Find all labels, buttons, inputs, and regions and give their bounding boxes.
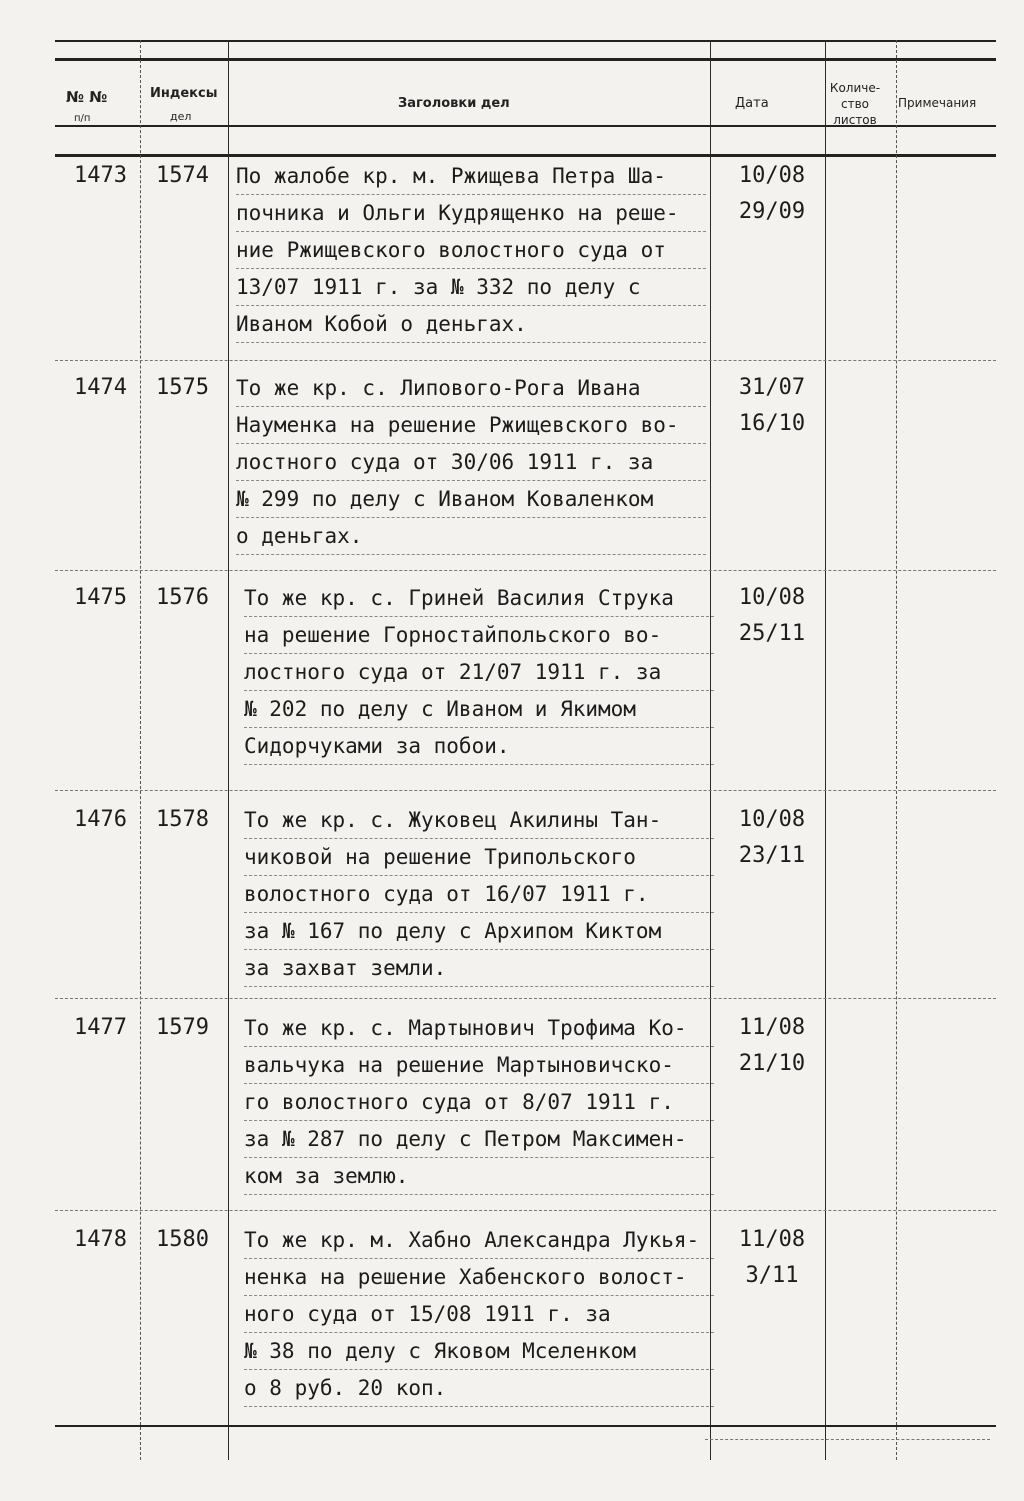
entry-index: 1579: [156, 1015, 209, 1040]
title-line: лостного суда от 30/06 1911 г. за: [236, 444, 706, 481]
entry-dates: [722, 580, 822, 652]
entry-dates: [722, 158, 822, 230]
title-line: лостного суда от 21/07 1911 г. за: [244, 654, 714, 691]
title-line: ненка на решение Хабенского волост-: [244, 1259, 714, 1296]
date-end: 23/11: [738, 843, 806, 868]
title-line: ние Ржищевского волостного суда от: [236, 232, 706, 269]
entry-index: 1580: [156, 1227, 209, 1252]
title-line: за № 287 по делу с Петром Максимен-: [244, 1121, 714, 1158]
header-col-date: Дата: [735, 96, 769, 111]
entry-number: 1476: [74, 807, 127, 832]
scan-artifact: [705, 1425, 990, 1440]
date-start: 11/08: [738, 1015, 806, 1040]
title-line: То же кр. с. Жуковец Акилины Тан-: [244, 802, 714, 839]
header-col-index-sub: дел: [170, 110, 192, 123]
header-top-rule: [55, 58, 996, 61]
date-end: 29/09: [738, 199, 806, 224]
column-rule-index: [228, 40, 229, 1460]
title-line: № 202 по делу с Иваном и Якимом: [244, 691, 714, 728]
column-rule-num: [140, 40, 141, 1460]
entry-separator: [55, 998, 996, 999]
entry-index: 1576: [156, 585, 209, 610]
title-line: № 299 по делу с Иваном Коваленком: [236, 481, 706, 518]
entry-number: 1477: [74, 1015, 127, 1040]
header-col-num: № №: [66, 88, 108, 106]
column-rule-date: [825, 40, 826, 1460]
entry-dates: [722, 370, 822, 442]
title-line: го волостного суда от 8/07 1911 г.: [244, 1084, 714, 1121]
top-rule: [55, 40, 996, 42]
date-start: 11/08: [738, 1227, 806, 1252]
header-double-rule: [55, 154, 996, 157]
column-rule-count: [896, 40, 897, 1460]
title-line: вальчука на решение Мартыновичско-: [244, 1047, 714, 1084]
entry-number: 1474: [74, 375, 127, 400]
header-col-count: Количе- ство листов: [829, 81, 881, 127]
entry-index: 1574: [156, 163, 209, 188]
header-col-title: Заголовки дел: [398, 96, 510, 111]
entry-title: [244, 1222, 714, 1407]
title-line: То же кр. с. Гриней Василия Струка: [244, 580, 714, 617]
entry-index: 1575: [156, 375, 209, 400]
date-end: 21/10: [738, 1051, 806, 1076]
entry-title: [236, 370, 706, 555]
title-line: 13/07 1911 г. за № 332 по делу с: [236, 269, 706, 306]
title-line: за захват земли.: [244, 950, 714, 987]
entry-number: 1475: [74, 585, 127, 610]
date-start: 10/08: [738, 163, 806, 188]
title-line: ком за землю.: [244, 1158, 714, 1195]
entry-number: 1478: [74, 1227, 127, 1252]
date-end: 3/11: [745, 1263, 799, 1288]
title-line: То же кр. м. Хабно Александра Лукья-: [244, 1222, 714, 1259]
entry-separator: [55, 570, 996, 571]
header-col-notes: Примечания: [898, 96, 977, 110]
title-line: ного суда от 15/08 1911 г. за: [244, 1296, 714, 1333]
date-start: 10/08: [738, 807, 806, 832]
title-line: Иваном Кобой о деньгах.: [236, 306, 706, 343]
entry-title: [244, 1010, 714, 1195]
entry-separator: [55, 790, 996, 791]
title-line: о 8 руб. 20 коп.: [244, 1370, 714, 1407]
entry-separator: [55, 1210, 996, 1211]
title-line: за № 167 по делу с Архипом Киктом: [244, 913, 714, 950]
entry-title: [244, 580, 714, 765]
date-start: 31/07: [738, 375, 806, 400]
title-line: чиковой на решение Трипольского: [244, 839, 714, 876]
title-line: То же кр. с. Мартынович Трофима Ко-: [244, 1010, 714, 1047]
title-line: № 38 по делу с Яковом Мселенком: [244, 1333, 714, 1370]
entry-title: [244, 802, 714, 987]
title-line: на решение Горностайпольского во-: [244, 617, 714, 654]
date-end: 25/11: [738, 621, 806, 646]
header-col-num-sub: п/п: [74, 113, 91, 124]
entry-dates: [722, 802, 822, 874]
title-line: волостного суда от 16/07 1911 г.: [244, 876, 714, 913]
title-line: Сидорчуками за побои.: [244, 728, 714, 765]
entry-separator: [55, 360, 996, 361]
title-line: То же кр. с. Липового-Рога Ивана: [236, 370, 706, 407]
entry-number: 1473: [74, 163, 127, 188]
title-line: почника и Ольги Кудрященко на реше-: [236, 195, 706, 232]
date-start: 10/08: [738, 585, 806, 610]
entry-title: [236, 158, 706, 343]
entry-dates: [722, 1010, 822, 1082]
entry-index: 1578: [156, 807, 209, 832]
title-line: о деньгах.: [236, 518, 706, 555]
title-line: По жалобе кр. м. Ржищева Петра Ша-: [236, 158, 706, 195]
date-end: 16/10: [738, 411, 806, 436]
title-line: Науменка на решение Ржищевского во-: [236, 407, 706, 444]
header-col-index: Индексы: [150, 86, 218, 101]
entry-dates: [722, 1222, 822, 1294]
